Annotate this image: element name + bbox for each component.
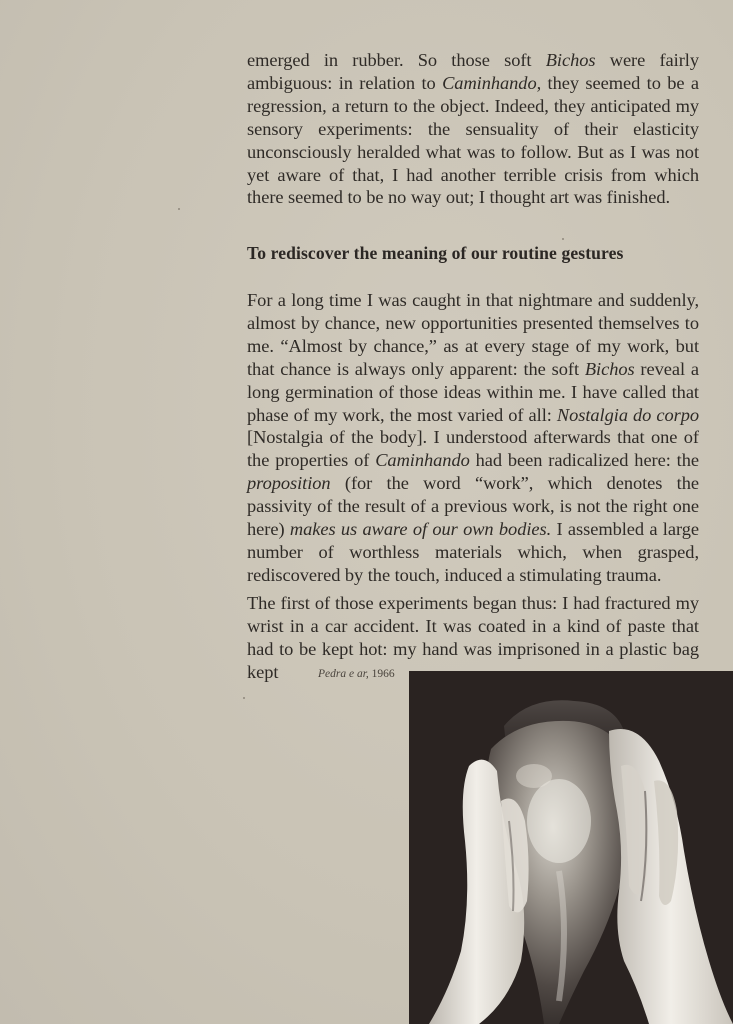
text-run: I assembled a large number of worthless materials which, when grasped, rediscovered by the touch, induced a stimulating trauma.: [247, 519, 699, 585]
photo-caption: [318, 668, 395, 680]
text-run: The first of those experiments began thus: I had fractured my wrist in a car accident. It was coated in a kind of paste that had to be kept hot: my hand was imprisoned in a plastic bag kept: [247, 593, 699, 682]
paper-speck: [243, 697, 245, 699]
italic-run: Bichos: [584, 358, 635, 379]
section-heading: To rediscover the meaning of our routine gestures: [247, 243, 624, 263]
text-run: reveal a long germination of those ideas within me. I have called that phase of my work, the most varied of all:: [247, 358, 699, 425]
italic-run: Caminhando,: [442, 72, 542, 93]
paper-speck: [178, 208, 180, 210]
text-run: [Nostalgia of the body]. I understood afterwards that one of the properties of: [247, 427, 699, 471]
photo-illustration: [409, 671, 733, 1024]
text-run: For a long time I was caught in that nightmare and suddenly, almost by chance, new opportunities presented themselves to me. “Almost by chance,” as at every stage of my work, but that chance is always only apparent: the soft: [247, 290, 699, 379]
paragraph-3: [247, 592, 699, 684]
caption-year: 1966: [368, 668, 395, 680]
paragraph-1: [247, 49, 699, 209]
hands-holding-stone-photo: [409, 671, 733, 1024]
paper-speck: [562, 238, 564, 240]
text-run: emerged in rubber. So those soft: [247, 50, 546, 70]
italic-run: Caminhando: [375, 450, 470, 471]
text-run: they seemed to be a regression, a return to the object. Indeed, they anticipated my sensory experiments: the sensuality of their elasticity unconsciously heralded what was to follow. But as I was not yet aware of that, I had another terrible crisis from which there seemed to be no way out; I thought art was finished.: [247, 72, 699, 208]
caption-title: Pedra e ar,: [318, 668, 369, 680]
text-run: had been radicalized here: the: [469, 450, 699, 471]
italic-run: Nostalgia do corpo: [556, 404, 699, 425]
paragraph-2: [247, 289, 699, 587]
italic-run: proposition: [247, 473, 331, 494]
text-run: (for the word “work”, which denotes the passivity of the result of a previous work, is not the right one here): [247, 473, 699, 540]
text-run: were fairly ambiguous: in relation to: [247, 50, 699, 93]
italic-run: makes us aware of our own bodies.: [289, 519, 552, 540]
italic-run: Bichos: [545, 50, 596, 70]
